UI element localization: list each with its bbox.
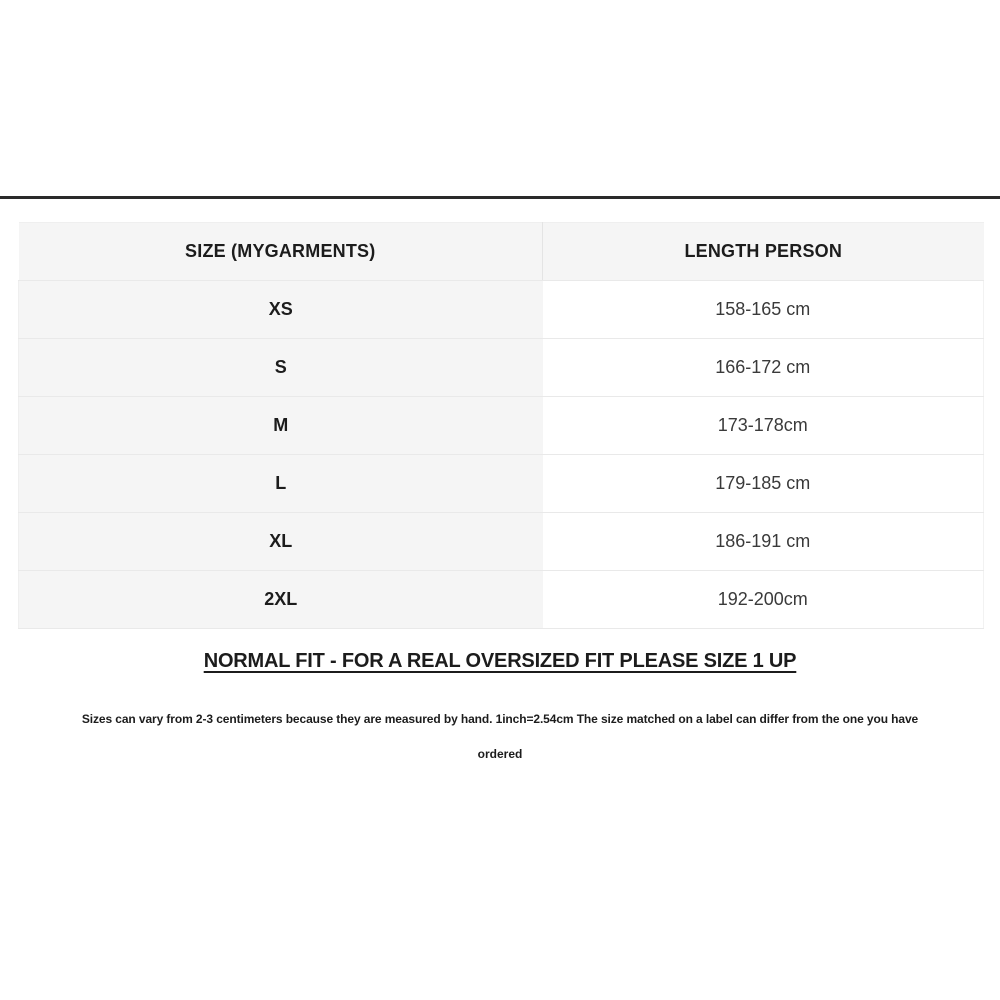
size-chart-table (18, 222, 984, 629)
disclaimer-text-line2: ordered (477, 747, 523, 761)
size-label: XS (19, 281, 543, 339)
table-row (19, 455, 984, 513)
section-divider-rule (0, 196, 1000, 199)
size-label: S (19, 339, 543, 397)
table-row (19, 281, 984, 339)
length-value: 179-185 cm (543, 455, 984, 513)
length-value: 192-200cm (543, 571, 984, 629)
table-row (19, 571, 984, 629)
size-label: L (19, 455, 543, 513)
table-row (19, 513, 984, 571)
column-header-length: LENGTH PERSON (543, 223, 984, 281)
length-value: 173-178cm (543, 397, 984, 455)
table-row (19, 339, 984, 397)
size-label: 2XL (19, 571, 543, 629)
table-row (19, 397, 984, 455)
length-value: 186-191 cm (543, 513, 984, 571)
size-label: XL (19, 513, 543, 571)
fit-note-heading: NORMAL FIT - FOR A REAL OVERSIZED FIT PLEASE SIZE 1 UP (203, 650, 797, 672)
column-header-size: SIZE (MYGARMENTS) (19, 223, 543, 281)
disclaimer-text-line1: Sizes can vary from 2-3 centimeters because they are measured by hand. 1inch=2.54cm The size matched on a label can differ from the one you have (81, 712, 919, 726)
size-label: M (19, 397, 543, 455)
table-header-row (19, 223, 984, 281)
length-value: 158-165 cm (543, 281, 984, 339)
length-value: 166-172 cm (543, 339, 984, 397)
